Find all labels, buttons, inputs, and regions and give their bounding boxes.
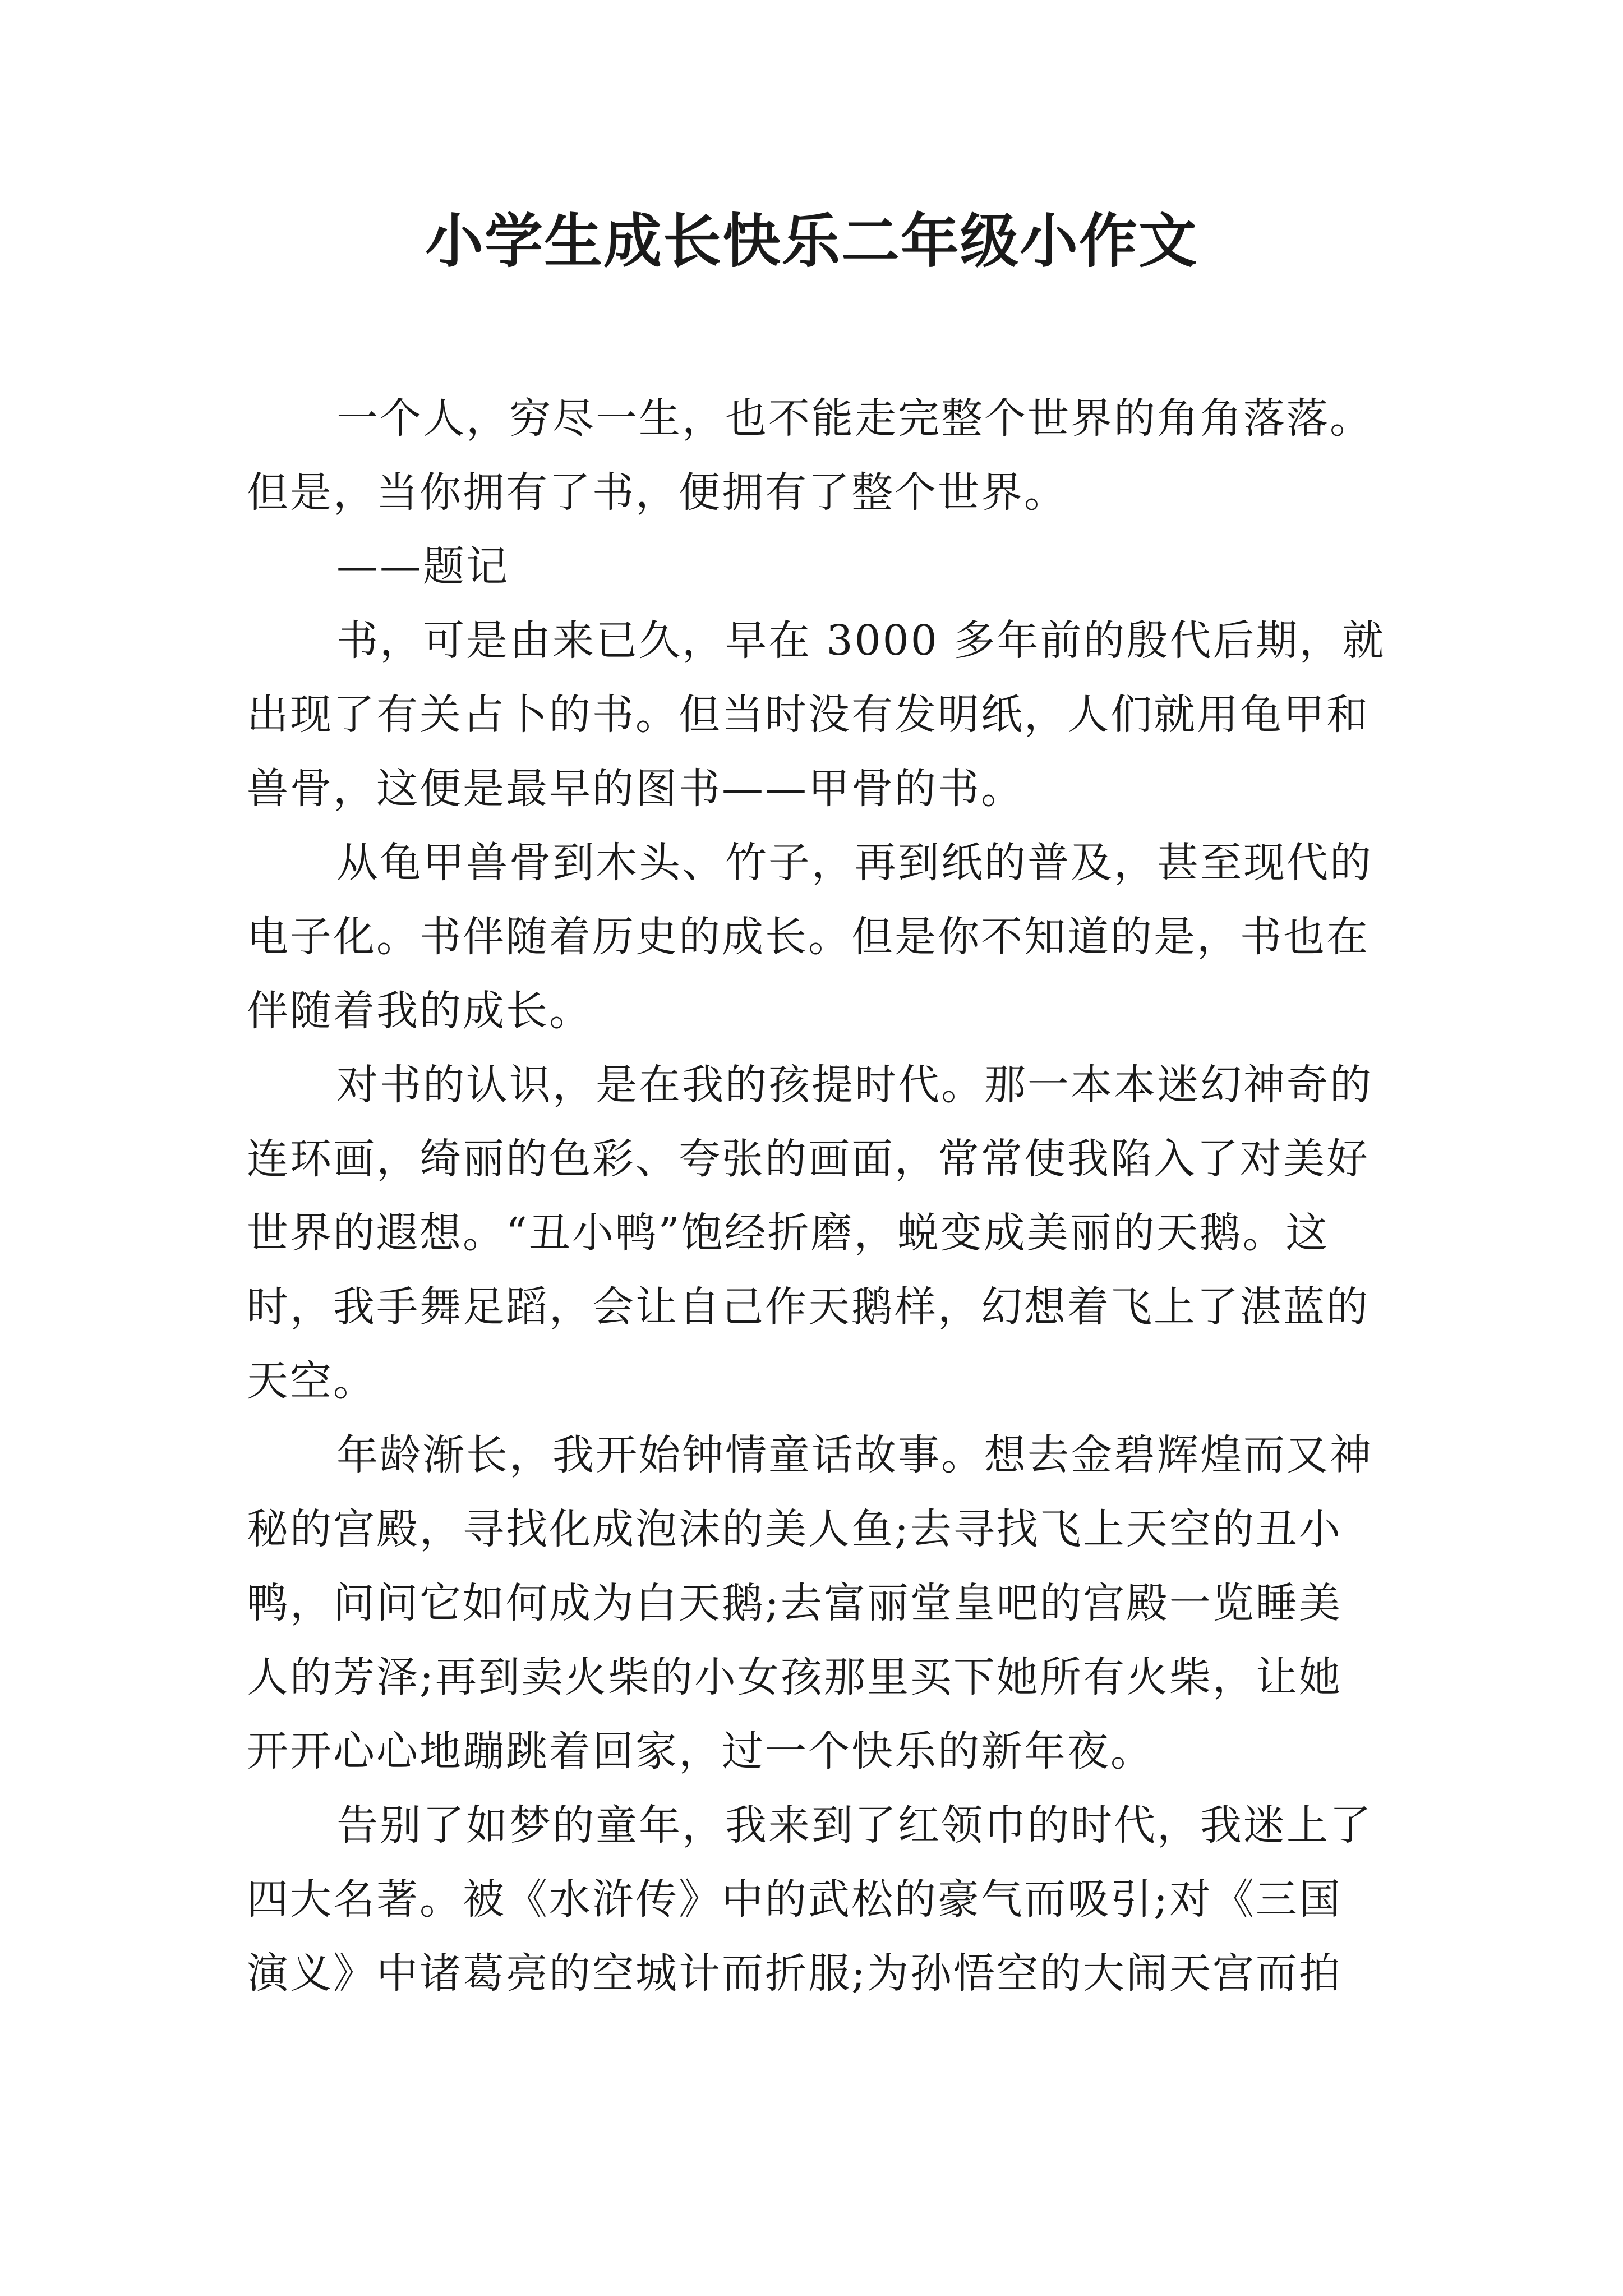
text-line: 人的芳泽;再到卖火柴的小女孩那里买下她所有火柴，让她 <box>247 1653 1342 1701</box>
text-line: 对书的认识，是在我的孩提时代。那一本本迷幻神奇的 <box>336 1061 1373 1109</box>
document-title: 小学生成长快乐二年级小作文 <box>425 206 1198 275</box>
text-line: 电子化。书伴随着历史的成长。但是你不知道的是，书也在 <box>247 913 1370 961</box>
text-line: 开开心心地蹦跳着回家，过一个快乐的新年夜。 <box>247 1727 1154 1775</box>
text-line: 年龄渐长，我开始钟情童话故事。想去金碧辉煌而又神 <box>336 1431 1373 1479</box>
text-line: 书，可是由来已久，早在 3000 多年前的殷代后期，就 <box>336 616 1386 665</box>
document-body <box>247 381 1391 2010</box>
text-line: 告别了如梦的童年，我来到了红领巾的时代，我迷上了 <box>336 1801 1373 1849</box>
text-line: ——题记 <box>336 542 509 591</box>
text-line: 伴随着我的成长。 <box>247 987 592 1035</box>
text-line: 四大名著。被《水浒传》中的武松的豪气而吸引;对《三国 <box>247 1875 1342 1924</box>
text-line: 出现了有关占卜的书。但当时没有发明纸，人们就用龟甲和 <box>247 691 1370 739</box>
text-line: 兽骨，这便是最早的图书——甲骨的书。 <box>247 765 1024 813</box>
text-line: 但是，当你拥有了书，便拥有了整个世界。 <box>247 468 1067 517</box>
text-line: 时，我手舞足蹈，会让自己作天鹅样，幻想着飞上了湛蓝的 <box>247 1283 1370 1331</box>
text-line: 连环画，绮丽的色彩、夸张的画面，常常使我陷入了对美好 <box>247 1135 1370 1183</box>
text-line: 一个人，穷尽一生，也不能走完整个世界的角角落落。 <box>336 394 1373 443</box>
text-line: 世界的遐想。“丑小鸭”饱经折磨，蜕变成美丽的天鹅。这 <box>247 1209 1329 1257</box>
text-line: 从龟甲兽骨到木头、竹子，再到纸的普及，甚至现代的 <box>336 839 1373 887</box>
text-line: 秘的宫殿，寻找化成泡沫的美人鱼;去寻找飞上天空的丑小 <box>247 1505 1342 1553</box>
text-line: 鸭，问问它如何成为白天鹅;去富丽堂皇吧的宫殿一览睡美 <box>247 1579 1342 1627</box>
text-line: 演义》中诸葛亮的空城计而折服;为孙悟空的大闹天宫而拍 <box>247 1949 1342 1998</box>
text-line: 天空。 <box>247 1357 376 1405</box>
